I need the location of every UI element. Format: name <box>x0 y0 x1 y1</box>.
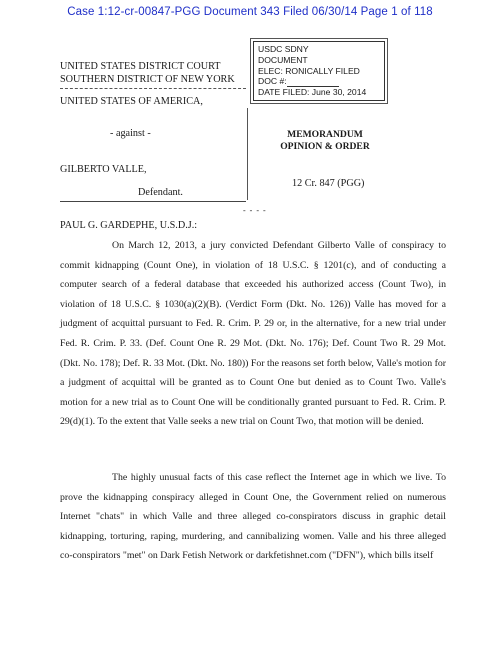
paragraph-1 <box>60 236 446 432</box>
court-name <box>60 60 235 86</box>
title-line-1: MEMORANDUM <box>287 129 363 140</box>
defendant-label: Defendant. <box>138 187 183 198</box>
stamp-line-4: DOC #: <box>258 76 380 87</box>
defendant-name: GILBERTO VALLE, <box>60 164 147 175</box>
filing-stamp <box>253 41 385 101</box>
section-divider: - - - - <box>243 206 267 215</box>
plaintiff-name: UNITED STATES OF AMERICA, <box>60 96 203 107</box>
against-label: - against - <box>110 128 151 139</box>
paragraph-2 <box>60 468 446 566</box>
stamp-line-2: DOCUMENT <box>258 54 308 65</box>
paragraph-1-text: On March 12, 2013, a jury convicted Defendant Gilberto Valle of conspiracy to commit kidnapping (Count One), in violation of 18 U.S.C. § 1201(c), and of conducting a computer search of a federal database that exceeded his authorized access (Count Two), in violation of 18 U.S.C. § 1030(a)(2)(B). (Verdict Form (Dkt. No. 126)) Valle has moved for a judgment of acquittal pursuant to Fed. R. Crim. P. 29 or, in the alternative, for a new trial under Fed. R. Crim. P. 33. (Def. Count One R. 29 Mot. (Dkt. No. 176); Def. Count Two R. 29 Mot. (Dkt. No. 178); Def. R. 33 Mot. (Dkt. No. 180)) For the reasons set forth below, Valle's motion for a judgment of acquittal will be granted as to Count One but denied as to Count Two. Valle's motion for a new trial as to Count One will be conditionally granted pursuant to Fed. R. Crim. P. 29(d)(1). To the extent that Valle seeks a new trial on Count Two, that motion will be denied. <box>60 240 446 428</box>
caption-vertical-rule <box>247 108 248 200</box>
stamp-line-1: USDC SDNY <box>258 44 309 54</box>
ecf-header: Case 1:12-cr-00847-PGG Document 343 Filed 06/30/14 Page 1 of 118 <box>67 6 433 18</box>
judge-line: PAUL G. GARDEPHE, U.S.D.J.: <box>60 220 198 231</box>
caption-bottom-rule <box>60 201 246 202</box>
stamp-line-5: DATE FILED: June 30, 2014 <box>258 87 367 98</box>
stamp-line-3: ELEC: RONICALLY FILED <box>258 65 360 76</box>
court-line-1: UNITED STATES DISTRICT COURT <box>60 61 221 72</box>
caption-top-rule <box>60 88 246 89</box>
title-line-2: OPINION & ORDER <box>280 141 370 152</box>
paragraph-2-text: The highly unusual facts of this case reflect the Internet age in which we live. To prove the kidnapping conspiracy alleged in Count One, the Government relied on numerous Internet "chats" in which Valle and three alleged co-conspirators discuss in graphic detail kidnapping, torturing, raping, murdering, and cannibalizing women. Valle and his three alleged co-conspirators "met" on Dark Fetish Network or darkfetishnet.com ("DFN"), which bills itself <box>60 472 446 562</box>
court-line-2: SOUTHERN DISTRICT OF NEW YORK <box>60 74 235 85</box>
document-title <box>278 129 372 153</box>
case-number: 12 Cr. 847 (PGG) <box>292 178 365 189</box>
